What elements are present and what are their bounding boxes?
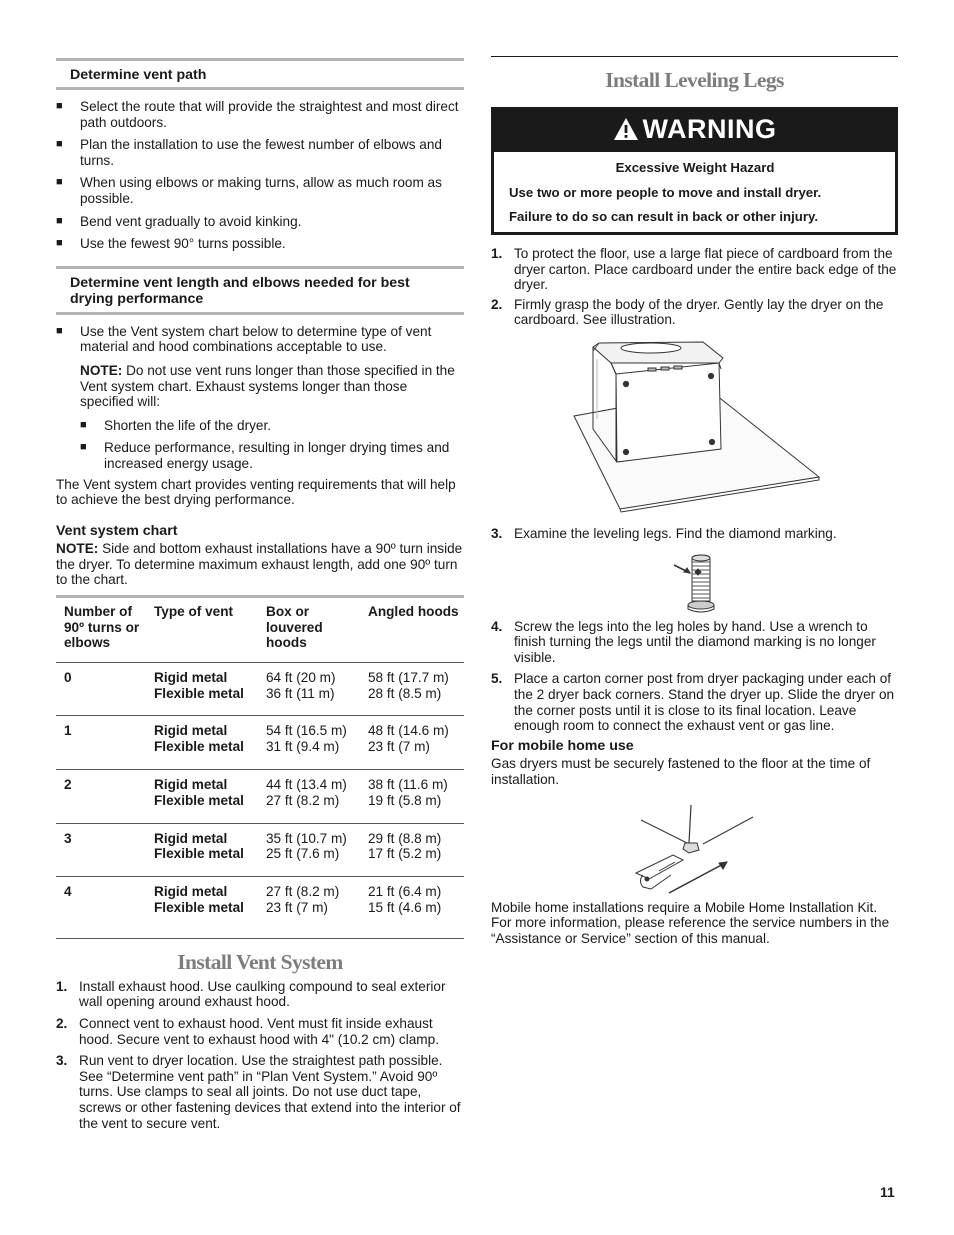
box-flexible-value: 25 ft (7.6 m) <box>266 846 340 862</box>
angled-hood-cell <box>360 662 464 716</box>
vent-type-rigid: Rigid metal <box>154 723 228 739</box>
step-item <box>56 979 464 1010</box>
leveling-leg-illustration <box>672 553 722 613</box>
mobile-home-bracket-illustration <box>631 805 761 897</box>
chart-heading: Vent system chart <box>56 522 178 539</box>
warning-header <box>494 110 895 152</box>
section-rule <box>491 56 898 57</box>
table-row <box>56 877 464 939</box>
vent-type-flexible: Flexible metal <box>154 792 244 808</box>
vent-length-list <box>56 324 464 355</box>
note-paragraph <box>80 363 464 410</box>
box-rigid-value: 44 ft (13.4 m) <box>266 777 347 793</box>
vent-type-cell <box>146 877 258 939</box>
box-rigid-value: 27 ft (8.2 m) <box>266 884 340 900</box>
step-number: 4. <box>491 618 503 634</box>
angled-flexible-value: 17 ft (5.2 m) <box>368 846 442 862</box>
box-rigid-value: 54 ft (16.5 m) <box>266 723 347 739</box>
angled-flexible-value: 19 ft (5.8 m) <box>368 792 442 808</box>
warning-body <box>494 152 895 232</box>
box-hood-cell <box>258 662 360 716</box>
vent-type-flexible: Flexible metal <box>154 900 244 916</box>
step-text: Run vent to dryer location. Use the straightest path possible. See “Determine vent path” in “Plan Vent System.” Avoid 90º turns. Use clamps to seal all joints. Do not use duct tape, screws or other fastening devices that extend into the interior of the vent to secure vent. <box>79 1053 461 1131</box>
box-flexible-value: 36 ft (11 m) <box>266 685 335 701</box>
chart-note-text: Side and bottom exhaust installations have a 90º turn inside the dryer. To determine maximum exhaust length, add one 90º turn to the chart. <box>56 541 463 588</box>
angled-hood-cell <box>360 770 464 824</box>
left-column <box>56 58 464 1131</box>
box-rigid-value: 35 ft (10.7 m) <box>266 830 347 846</box>
vent-path-heading: Determine vent path <box>56 58 464 90</box>
angled-flexible-value: 15 ft (4.6 m) <box>368 900 442 916</box>
step-text: Place a carton corner post from dryer packaging under each of the 2 dryer back corners. Stand the dryer up. Slide the dryer on the corner posts until it is close to its final location. Leave enough room to connect the exhaust vent or gas line. <box>514 671 895 734</box>
vent-type-rigid: Rigid metal <box>154 830 228 846</box>
dryer-on-cardboard-illustration <box>571 339 821 517</box>
vent-type-flexible: Flexible metal <box>154 685 244 701</box>
step-item <box>56 1053 464 1131</box>
step-text: Install exhaust hood. Use caulking compound to seal exterior wall opening around exhaust hood. <box>79 978 446 1010</box>
right-column <box>491 56 898 946</box>
angled-rigid-value: 48 ft (14.6 m) <box>368 723 449 739</box>
vent-type-cell <box>146 716 258 770</box>
vent-type-rigid: Rigid metal <box>154 669 228 685</box>
step-number: 1. <box>491 246 503 261</box>
leveling-steps-a <box>491 246 898 328</box>
step-text: Screw the legs into the leg holes by hand. Use a wrench to finish turning the legs until the diamond marking is no longer visible. <box>514 618 876 665</box>
vent-type-flexible: Flexible metal <box>154 846 244 862</box>
box-rigid-value: 64 ft (20 m) <box>266 669 336 685</box>
column-header: Box or louvered hoods <box>258 597 360 663</box>
box-hood-cell <box>258 770 360 824</box>
table-row <box>56 770 464 824</box>
turns-cell: 4 <box>64 884 72 900</box>
list-item: ■ Reduce performance, resulting in longer drying times and increased energy usage. <box>80 440 464 471</box>
angled-hood-cell <box>360 823 464 877</box>
turns-cell: 0 <box>56 662 146 716</box>
step-text: Examine the leveling legs. Find the diamond marking. <box>514 525 837 541</box>
step-item <box>491 297 898 328</box>
step-text: Firmly grasp the body of the dryer. Gently lay the dryer on the cardboard. See illustration. <box>514 296 884 328</box>
install-vent-title: Install Vent System <box>177 949 343 974</box>
chart-note <box>56 541 464 588</box>
warning-line-1: Use two or more people to move and install dryer. <box>509 185 822 200</box>
warning-line-2: Failure to do so can result in back or other injury. <box>509 209 818 224</box>
list-item: ■ When using elbows or making turns, allow as much room as possible. <box>56 175 464 206</box>
list-item: ■ Use the Vent system chart below to determine type of vent material and hood combinations acceptable to use. <box>56 324 464 355</box>
column-header: Type of vent <box>146 597 258 663</box>
angled-hood-cell <box>360 877 464 939</box>
leveling-step-3 <box>491 526 898 542</box>
vent-system-table <box>56 595 464 939</box>
table-row <box>56 823 464 877</box>
turns-cell: 1 <box>56 716 146 770</box>
box-hood-cell <box>258 823 360 877</box>
angled-rigid-value: 21 ft (6.4 m) <box>368 884 442 900</box>
angled-rigid-value: 29 ft (8.8 m) <box>368 830 442 846</box>
vent-path-list <box>56 99 464 252</box>
vent-type-rigid: Rigid metal <box>154 884 228 900</box>
note-label: NOTE: <box>80 362 123 378</box>
turns-cell: 3 <box>56 823 146 877</box>
step-number: 2. <box>56 1016 68 1031</box>
warning-title: WARNING <box>642 114 777 144</box>
list-item: ■ Plan the installation to use the fewest number of elbows and turns. <box>56 137 464 168</box>
step-number: 3. <box>56 1053 68 1069</box>
turns-cell: 2 <box>56 770 146 824</box>
table-row <box>56 716 464 770</box>
step-item <box>491 619 898 666</box>
box-flexible-value: 23 ft (7 m) <box>266 900 328 916</box>
mobile-home-text: Gas dryers must be securely fastened to the floor at the time of installation. <box>491 756 871 787</box>
install-vent-steps <box>56 979 464 1131</box>
install-leveling-title: Install Leveling Legs <box>605 68 784 92</box>
angled-flexible-value: 23 ft (7 m) <box>368 739 430 755</box>
mobile-kit-text: Mobile home installations require a Mobile Home Installation Kit. For more information, please reference the service numbers in the “Assistance or Service” section of this manual. <box>491 899 890 946</box>
step-number: 1. <box>56 978 68 994</box>
column-header: Angled hoods <box>360 597 464 663</box>
list-item: ■ Shorten the life of the dryer. <box>80 418 464 434</box>
warning-triangle-icon <box>613 117 639 147</box>
table-row <box>56 662 464 716</box>
vent-type-rigid: Rigid metal <box>154 777 228 793</box>
list-item: ■ Bend vent gradually to avoid kinking. <box>56 214 464 230</box>
step-number: 5. <box>491 671 503 687</box>
vent-type-flexible: Flexible metal <box>154 739 244 755</box>
step-text: Connect vent to exhaust hood. Vent must fit inside exhaust hood. Secure vent to exhaust hood with 4" (10.2 cm) clamp. <box>79 1016 439 1047</box>
step-item <box>56 1016 464 1047</box>
step-number: 3. <box>491 525 503 541</box>
step-item <box>491 526 898 542</box>
step-item <box>491 671 898 733</box>
warning-box <box>491 107 898 235</box>
step-text: To protect the floor, use a large flat piece of cardboard from the dryer carton. Place cardboard under the entire back edge of the dryer. <box>514 246 897 293</box>
vent-length-heading: Determine vent length and elbows needed for best drying performance <box>56 266 464 315</box>
note-text: Do not use vent runs longer than those specified in the Vent system chart. Exhaust systems longer than those specified will: <box>80 362 455 410</box>
column-header: Number of 90º turns or elbows <box>56 597 146 663</box>
page-number: 11 <box>880 1184 895 1200</box>
box-flexible-value: 27 ft (8.2 m) <box>266 792 340 808</box>
vent-type-cell <box>146 823 258 877</box>
step-number: 2. <box>491 296 503 312</box>
table-header-row <box>56 597 464 663</box>
mobile-home-heading: For mobile home use <box>491 737 634 754</box>
angled-rigid-value: 58 ft (17.7 m) <box>368 669 449 685</box>
chart-intro: The Vent system chart provides venting requirements that will help to achieve the best drying performance. <box>56 476 456 508</box>
list-item: ■ Select the route that will provide the straightest and most direct path outdoors. <box>56 99 464 130</box>
warning-hazard: Excessive Weight Hazard <box>615 160 775 175</box>
box-hood-cell <box>258 877 360 939</box>
vent-type-cell <box>146 770 258 824</box>
angled-rigid-value: 38 ft (11.6 m) <box>368 777 448 793</box>
step-item <box>491 246 898 293</box>
vent-type-cell <box>146 662 258 716</box>
box-hood-cell <box>258 716 360 770</box>
note-list <box>80 418 464 472</box>
leveling-steps-b <box>491 619 898 734</box>
angled-hood-cell <box>360 716 464 770</box>
box-flexible-value: 31 ft (9.4 m) <box>266 739 340 755</box>
angled-flexible-value: 28 ft (8.5 m) <box>368 685 442 701</box>
chart-note-label: NOTE: <box>56 541 99 557</box>
list-item: ■ Use the fewest 90° turns possible. <box>56 236 464 252</box>
